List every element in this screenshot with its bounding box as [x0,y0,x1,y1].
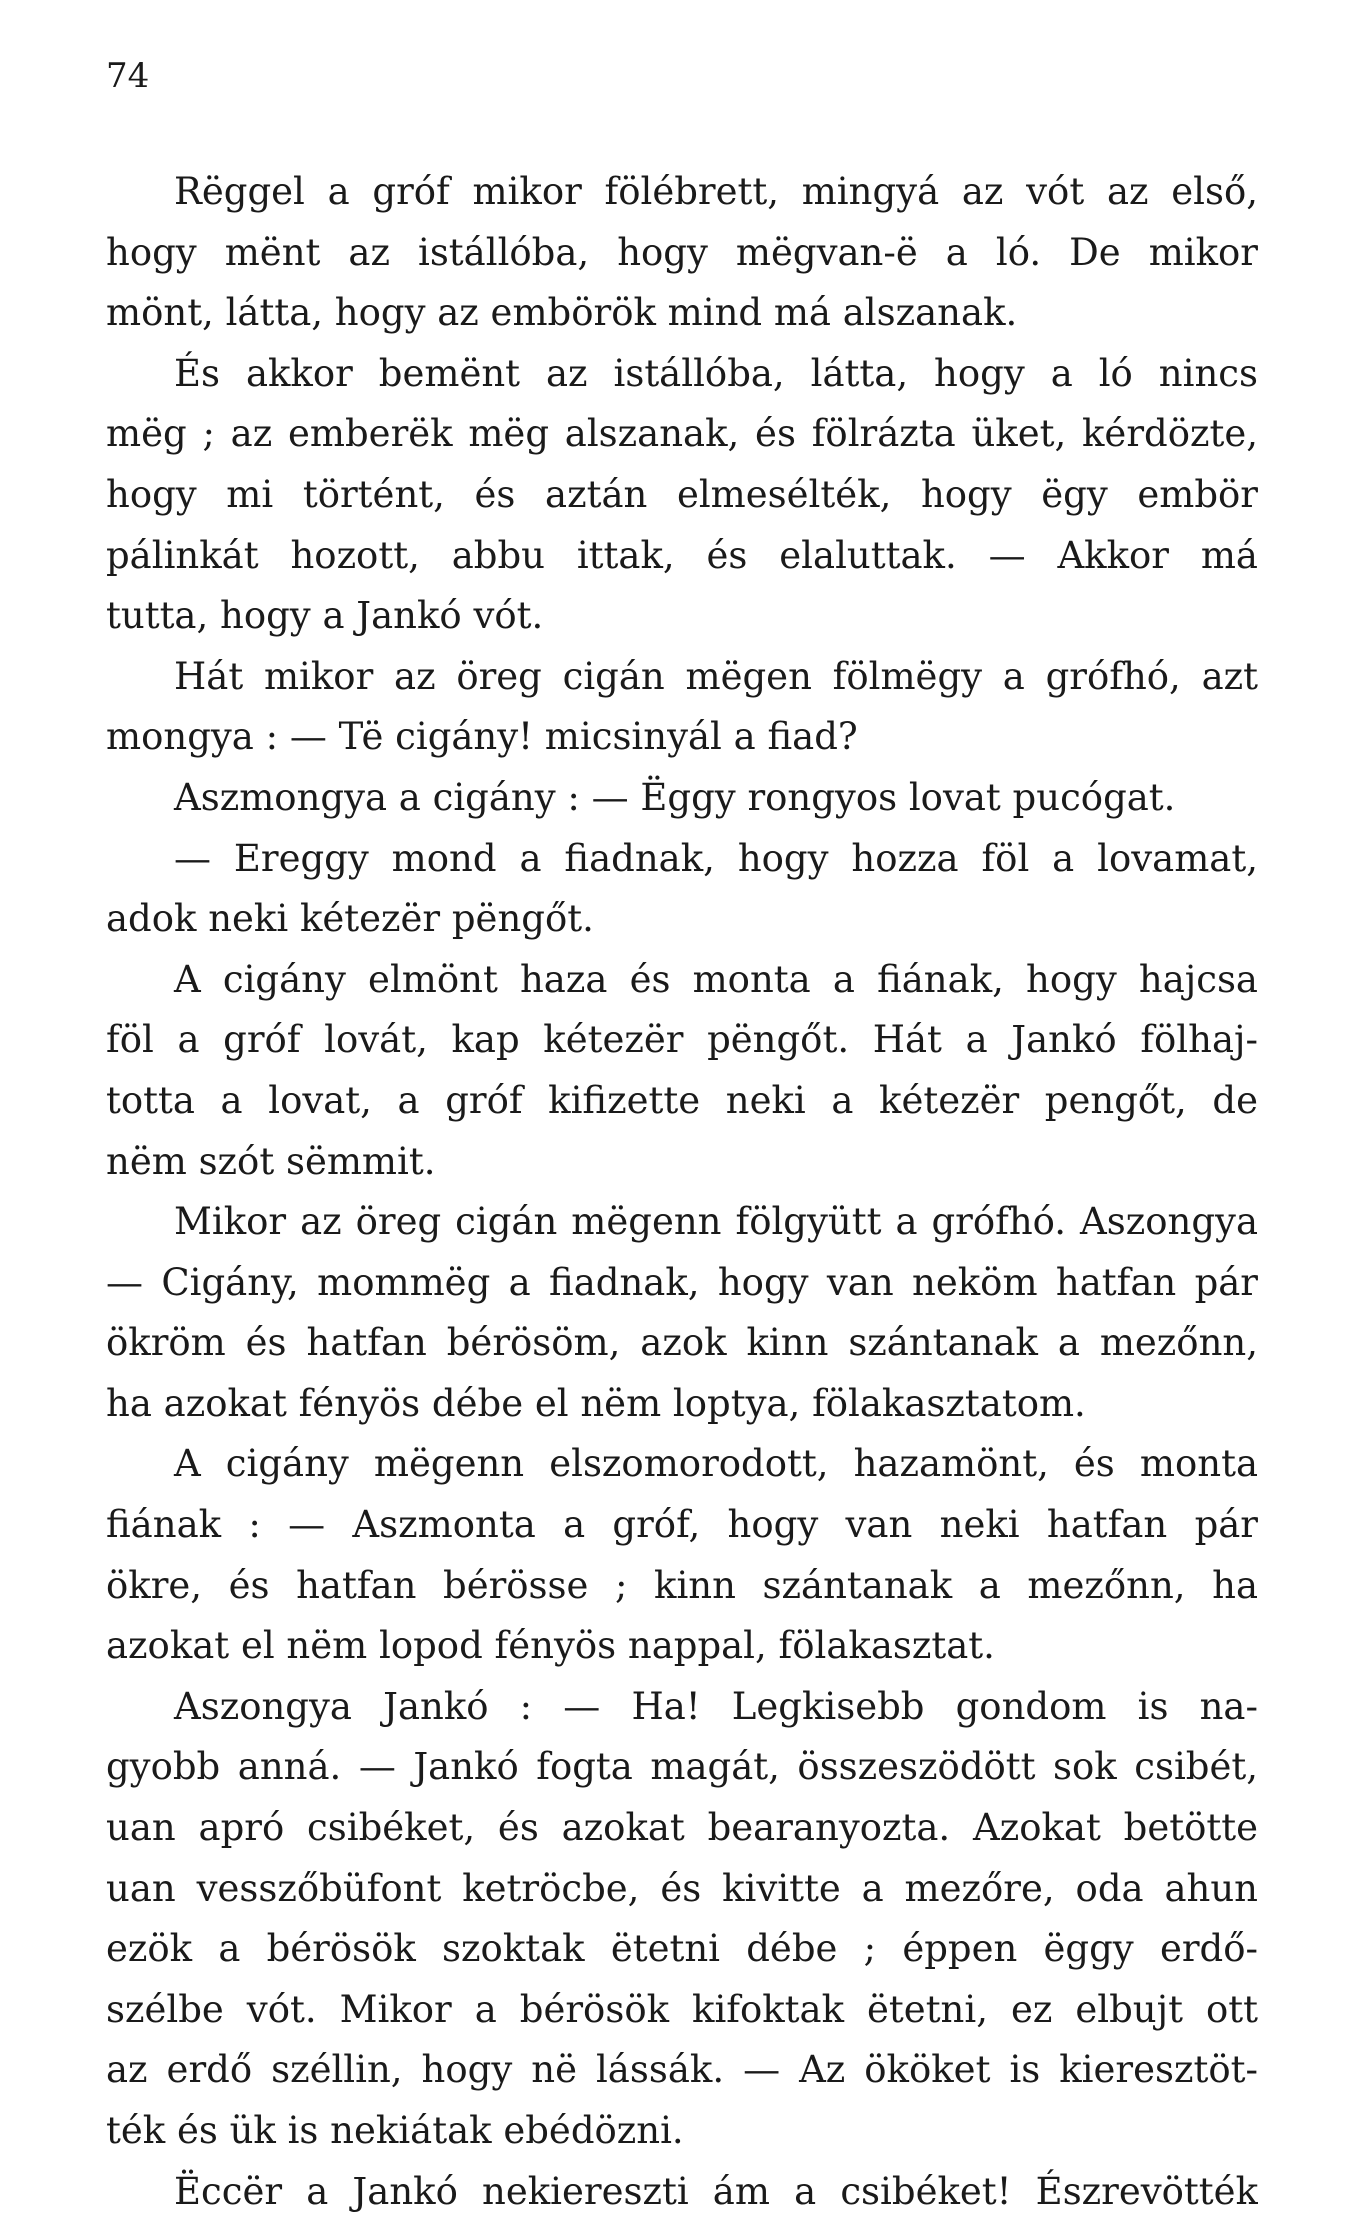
body-text [106,162,1258,2222]
text-line: hogy mënt az istállóba, hogy mëgvan-ë a ló. De mikor [106,230,1258,274]
text-line: ha azokat fényös débe el nëm loptya, fölakasztatom. [106,1381,1086,1425]
text-line: uan vesszőbüfont ketröcbe, és kivitte a mezőre, oda ahun [106,1866,1258,1910]
text-line: az erdő széllin, hogy në lássák. — Az ököket is kieresztöt- [106,2048,1258,2092]
text-line: adok neki kétezër pëngőt. [106,897,594,941]
text-line: szélbe vót. Mikor a bérösök kifoktak ëtetni, ez elbujt ott [106,1987,1258,2031]
text-line: A cigány elmönt haza és monta a fiának, hogy hajcsa [174,957,1258,1001]
text-line: mongya : — Të cigány! micsinyál a fiad? [106,715,858,759]
text-line: fiának : — Aszmonta a gróf, hogy van neki hatfan pár [106,1503,1258,1547]
text-line: nëm szót sëmmit. [106,1139,436,1183]
text-line: És akkor bemënt az istállóba, látta, hogy a ló nincs [174,351,1258,395]
text-line: Mikor az öreg cigán mëgenn fölgyütt a grófhó. Aszongya [174,1200,1258,1244]
text-line: A cigány mëgenn elszomorodott, hazamönt, és monta [174,1442,1258,1486]
text-line: hogy mi történt, és aztán elmesélték, hogy ëgy embör [106,472,1258,516]
text-line: mönt, látta, hogy az embörök mind má alszanak. [106,291,1018,335]
text-line: azokat el nëm lopod fényös nappal, fölakasztat. [106,1624,995,1668]
text-line: ezök a bérösök szoktak ëtetni débe ; éppen ëggy erdő- [106,1927,1258,1971]
text-line: tutta, hogy a Jankó vót. [106,594,544,638]
text-line: pálinkát hozott, abbu ittak, és elaluttak. — Akkor má [106,533,1258,577]
text-line: ökröm és hatfan bérösöm, azok kinn szántanak a mezőnn, [106,1321,1258,1365]
text-line: Ëccër a Jankó nekiereszti ám a csibéket! Észrevötték [174,2169,1258,2213]
text-line: uan apró csibéket, és azokat bearanyozta. Azokat betötte [106,1806,1258,1850]
text-line: ökre, és hatfan bérösse ; kinn szántanak a mezőnn, ha [106,1563,1258,1607]
text-line: mëg ; az emberëk mëg alszanak, és fölrázta üket, kérdözte, [106,412,1258,456]
text-line: — Cigány, mommëg a fiadnak, hogy van neköm hatfan pár [106,1260,1258,1304]
text-line: Aszongya Jankó : — Ha! Legkisebb gondom is na- [174,1684,1258,1728]
text-line: gyobb anná. — Jankó fogta magát, összeszödött sok csibét, [106,1745,1258,1789]
page-number: 74 [106,56,150,96]
text-line: Rëggel a gróf mikor fölébrett, mingyá az vót az első, [174,170,1258,213]
text-line: totta a lovat, a gróf kifizette neki a kétezër pengőt, de [106,1078,1258,1122]
text-line: ték és ük is nekiátak ebédözni. [106,2109,684,2152]
text-line: — Ereggy mond a fiadnak, hogy hozza föl a lovamat, [174,836,1258,880]
text-line: föl a gróf lovát, kap kétezër pëngőt. Hát a Jankó fölhaj- [106,1018,1258,1062]
text-line: Aszmongya a cigány : — Ëggy rongyos lovat pucógat. [174,775,1176,819]
text-line: Hát mikor az öreg cigán mëgen fölmëgy a grófhó, azt [174,654,1258,698]
